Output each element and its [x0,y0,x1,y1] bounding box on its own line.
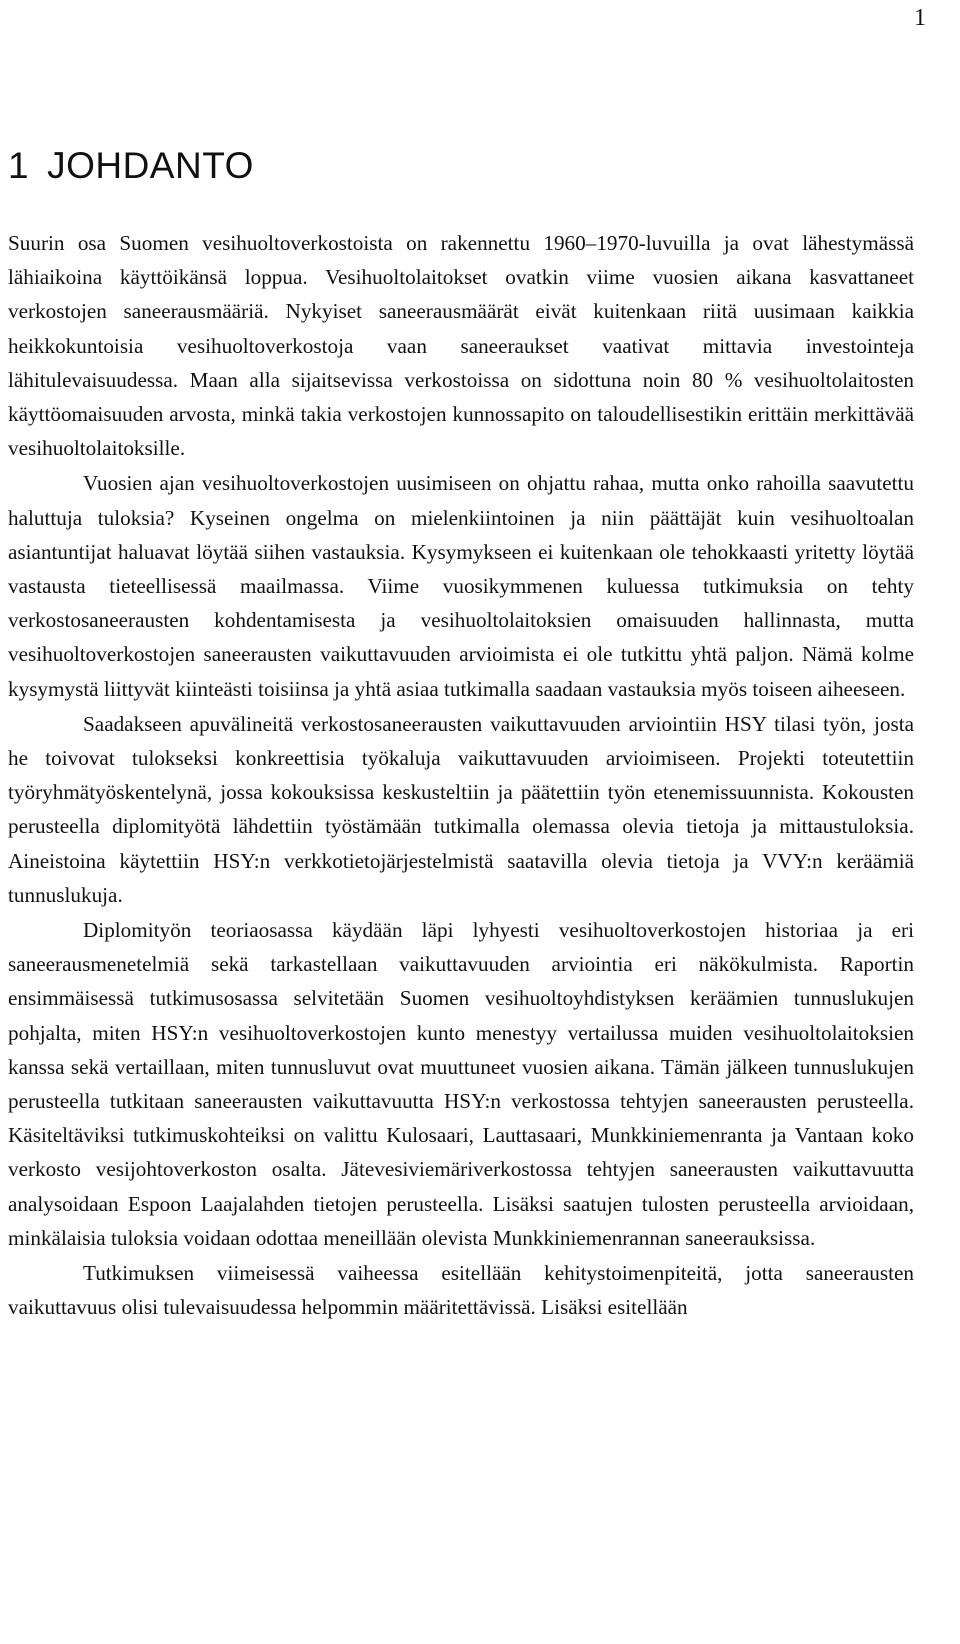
chapter-heading [8,138,254,194]
paragraph-3: Saadakseen apuvälineitä verkostosaneerausten vaikuttavuuden arviointiin HSY tilasi työn, josta he toivovat tulokseksi konkreettisia työkaluja vaikuttavuuden arvioimiseen. Projekti toteutettiin työryhmätyöskentelynä, jossa kokouksissa keskusteltiin ja päätettiin työn etenemissuunnista. Kokousten perusteella diplomityötä lähdettiin työstämään tutkimalla olemassa olevia tietoja ja mittaustuloksia. Aineistoina käytettiin HSY:n verkkotietojärjestelmistä saatavilla olevia tietoja ja VVY:n keräämiä tunnuslukuja. [8,711,914,907]
paragraph-4: Diplomityön teoriaosassa käydään läpi lyhyesti vesihuoltoverkostojen historiaa ja eri saneerausmenetelmiä sekä tarkastellaan vaikuttavuuden arviointia eri näkökulmista. Raportin ensimmäisessä tutkimusosassa selvitetään Suomen vesihuoltoyhdistyksen keräämien tunnuslukujen pohjalta, miten HSY:n vesihuoltoverkostojen kunto menestyy vertailussa muiden vesihuoltolaitoksien kanssa sekä vertaillaan, miten tunnusluvut ovat muuttuneet vuosien aikana. Tämän jälkeen tunnuslukujen perusteella tutkitaan saneerausten vaikuttavuutta HSY:n verkostossa tehtyjen saneerausten perusteella. Käsiteltäviksi tutkimuskohteiksi on valittu Kulosaari, Lauttasaari, Munkkiniemenranta ja Vantaan koko verkosto vesijohtoverkoston osalta. Jätevesiviemäriverkostossa tehtyjen saneerausten vaikuttavuutta analysoidaan Espoon Laajalahden tietojen perusteella. Lisäksi saatujen tulosten perusteella arvioidaan, minkälaisia tuloksia voidaan odottaa meneillään olevista Munkkiniemenrannan saneerauksissa. [8,918,914,1250]
paragraph-1: Suurin osa Suomen vesihuoltoverkostoista on rakennettu 1960–1970-luvuilla ja ovat lähestymässä lähiaikoina käyttöikänsä loppua. Vesihuoltolaitokset ovatkin viime vuosien aikana kasvattaneet verkostojen saneerausmääriä. Nykyiset saneerausmäärät eivät kuitenkaan riitä uusimaan kaikkia heikkokuntoisia vesihuoltoverkostoja vaan saneeraukset vaativat mittavia investointeja lähitulevaisuudessa. Maan alla sijaitsevissa verkostoissa on sidottuna noin 80 % vesihuoltolaitosten käyttöomaisuuden arvosta, minkä takia verkostojen kunnossapito on taloudellisestikin erittäin merkittävää vesihuoltolaitoksille. [8,231,914,461]
chapter-title: JOHDANTO [47,145,254,186]
body-text [8,226,914,1325]
paragraph-2: Vuosien ajan vesihuoltoverkostojen uusimiseen on ohjattu rahaa, mutta onko rahoilla saavutettu haluttuja tuloksia? Kyseinen ongelma on mielenkiintoinen ja niin päättäjät kuin vesihuoltoalan asiantuntijat haluavat löytää siihen vastauksia. Kysymykseen ei kuitenkaan ole tehokkaasti yritetty löytää vastausta tieteellisessä maailmassa. Viime vuosikymmenen kuluessa tutkimuksia on tehty verkostosaneerausten kohdentamisesta ja vesihuoltolaitoksien omaisuuden hallinnasta, mutta vesihuoltoverkostojen saneerausten vaikuttavuuden arvioimista ei ole tutkittu yhtä paljon. Nämä kolme kysymystä liittyvät kiinteästi toisiinsa ja yhtä asiaa tutkimalla saadaan vastauksia myös toiseen aiheeseen. [8,471,914,701]
paragraph-5: Tutkimuksen viimeisessä vaiheessa esitellään kehitystoimenpiteitä, jotta saneerausten vaikuttavuus olisi tulevaisuudessa helpommin määritettävissä. Lisäksi esitellään [8,1261,914,1320]
page-number: 1 [914,5,926,31]
chapter-number: 1 [8,145,30,186]
